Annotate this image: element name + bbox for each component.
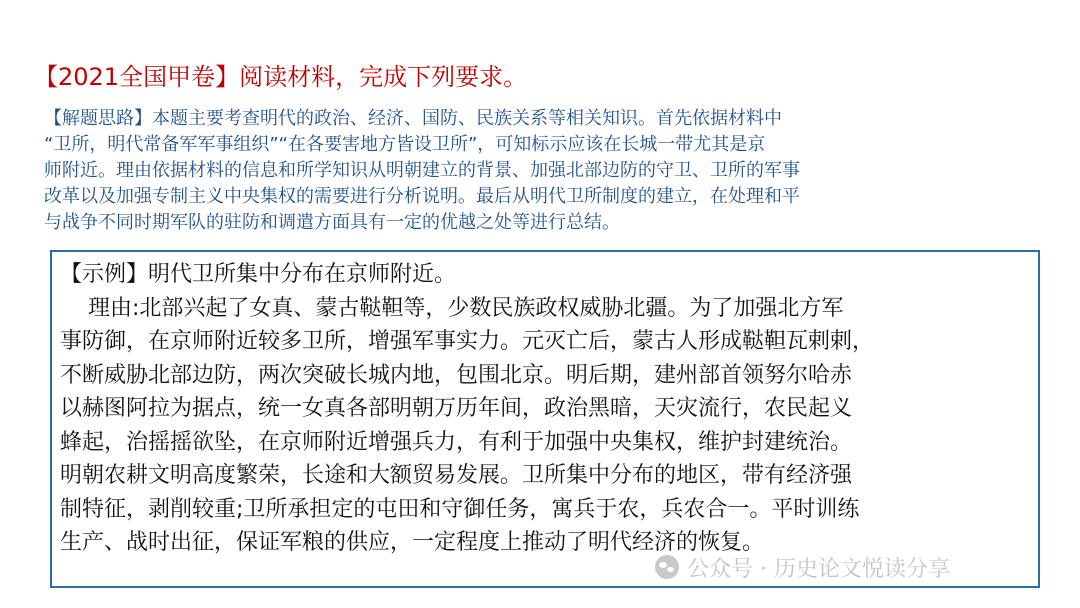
analysis-block: [44, 106, 1004, 236]
example-line: 明朝农耕文明高度繁荣，长途和大额贸易发展。卫所集中分布的地区，带有经济强: [60, 463, 853, 488]
example-line: 事防御，在京师附近较多卫所，增强军事实力。元灭亡后，蒙古人形成鞑靼瓦剌剌，: [60, 329, 875, 354]
example-line: 理由:北部兴起了女真、蒙古鞑靼等，少数民族政权威胁北疆。为了加强北方军: [60, 295, 844, 321]
analysis-line: “卫所，明代常备军军事组织”“在各要害地方皆设卫所”，可知标示应该在长城一带尤其是京: [44, 134, 766, 155]
example-line: 【示例】明代卫所集中分布在京师附近。: [60, 262, 457, 287]
example-line: 制特征，剥削较重;卫所承担定的屯田和守御任务，寓兵于农，兵农合一。平时训练: [60, 496, 860, 522]
watermark: [655, 552, 950, 582]
example-line: 蜂起，治摇摇欲坠，在京师附近增强兵力，有利于加强中央集权，维护封建统治。: [60, 429, 853, 455]
wechat-icon: [655, 555, 679, 579]
analysis-line: 师附近。理由依据材料的信息和所学知识从明朝建立的背景、加强北部边防的守卫、卫所的军事: [44, 160, 800, 181]
question-title: 【2021全国甲卷】阅读材料，完成下列要求。: [34, 63, 528, 91]
example-box: [50, 250, 1040, 588]
analysis-line: 改革以及加强专制主义中央集权的需要进行分析说明。最后从明代卫所制度的建立，在处理和平: [44, 186, 800, 207]
analysis-line: 与战争不同时期军队的驻防和调遣方面具有一定的优越之处等进行总结。: [44, 212, 620, 233]
example-line: 生产、战时出征，保证军粮的供应，一定程度上推动了明代经济的恢复。: [60, 530, 765, 555]
example-line: 不断威胁北部边防，两次突破长城内地，包围北京。明后期，建州部首领努尔哈赤: [60, 362, 853, 388]
analysis-line: 【解题思路】本题主要考查明代的政治、经济、国防、民族关系等相关知识。首先依据材料中: [44, 108, 782, 129]
watermark-text: 公众号 · 历史论文悦读分享: [687, 556, 950, 582]
example-text: [60, 258, 1035, 560]
example-line: 以赫图阿拉为据点，统一女真各部明朝万历年间，政治黑暗，天灾流行，农民起义: [60, 396, 853, 421]
